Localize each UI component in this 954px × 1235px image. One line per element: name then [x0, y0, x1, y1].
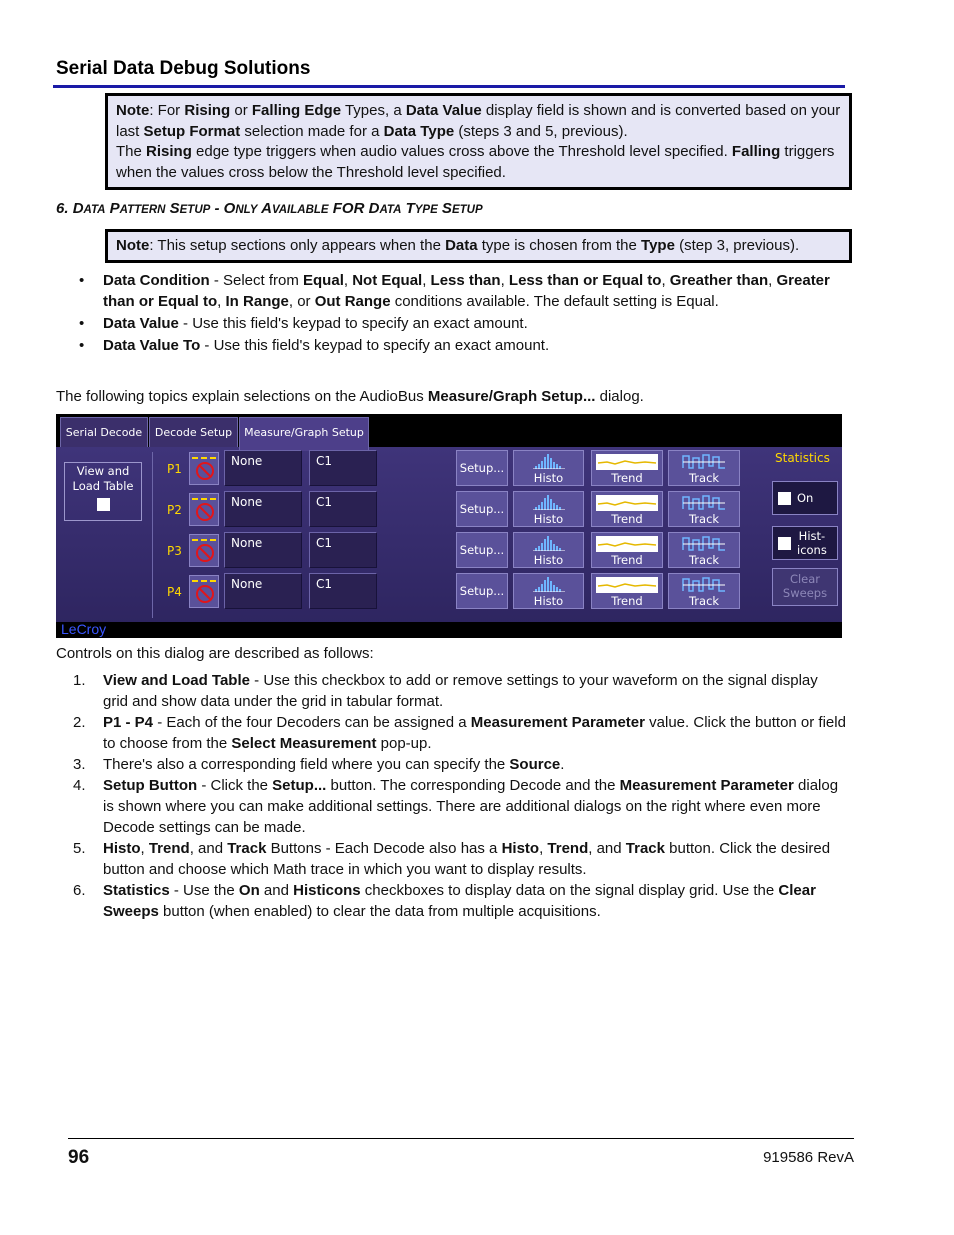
note2-text: Note: This setup sections only appears when the Data type is chosen from the Type (step 3, previous). [116, 237, 800, 254]
brand-bar [56, 622, 842, 638]
track-icon [681, 576, 727, 594]
on-label: On [797, 491, 814, 505]
histo-label: Histo [533, 594, 564, 608]
document-id: 919586 RevA [763, 1149, 854, 1166]
no-param-icon [196, 462, 214, 480]
trend-button[interactable] [591, 450, 663, 486]
measure-graph-setup-dialog [56, 414, 842, 638]
data-condition-list [76, 270, 836, 357]
histo-button[interactable] [513, 491, 584, 527]
panel-divider [152, 452, 153, 618]
measurement-param-field[interactable]: None [224, 450, 302, 486]
histo-label: Histo [533, 471, 564, 485]
trend-label: Trend [611, 594, 643, 608]
setup-button[interactable]: Setup... [456, 450, 508, 486]
histogram-icon [531, 576, 567, 592]
track-label: Track [688, 512, 720, 526]
trend-label: Trend [611, 471, 643, 485]
control-item: 3. There's also a corresponding field where you can specify the Source. [73, 756, 565, 773]
checkbox-icon [778, 537, 791, 550]
statistics-label: Statistics [775, 451, 830, 465]
section-title: Serial Data Debug Solutions [56, 58, 311, 79]
track-icon [681, 453, 727, 471]
histo-button[interactable] [513, 450, 584, 486]
footer-rule [68, 1138, 854, 1139]
row-label-p2: P2 [167, 503, 182, 517]
source-field[interactable]: C1 [309, 573, 377, 609]
no-param-icon [196, 544, 214, 562]
note-box-data-type [105, 229, 852, 263]
controls-list [56, 670, 846, 922]
setup-button[interactable]: Setup... [456, 532, 508, 568]
note1-line2: The Rising edge type triggers when audio values cross above the Threshold level specified. Falling triggers when the values cross below the Threshold level specified. [116, 143, 835, 181]
controls-intro: Controls on this dialog are described as follows: [56, 645, 374, 662]
clear-sweeps-button[interactable]: Clear Sweeps [772, 568, 838, 606]
trend-button[interactable] [591, 532, 663, 568]
histicons-label: Hist- icons [797, 529, 827, 557]
row-label-p4: P4 [167, 585, 182, 599]
measurement-param-field[interactable]: None [224, 573, 302, 609]
track-button[interactable] [668, 532, 740, 568]
source-field[interactable]: C1 [309, 532, 377, 568]
histogram-icon [531, 453, 567, 469]
control-item: 2. P1 - P4 - Each of the four Decoders can be assigned a Measurement Parameter value. Click the button or field to choose from the Select Measurement pop-up. [73, 714, 846, 752]
track-label: Track [688, 553, 720, 567]
param-select-button[interactable] [189, 452, 219, 485]
statistics-on-checkbox[interactable] [772, 481, 838, 515]
trend-icon [595, 494, 659, 512]
param-select-button[interactable] [189, 534, 219, 567]
trend-label: Trend [611, 512, 643, 526]
track-button[interactable] [668, 573, 740, 609]
lecroy-logo: LeCroy [61, 621, 107, 637]
control-item: 5. Histo, Trend, and Track Buttons - Each Decode also has a Histo, Trend, and Track button. Click the desired button and choose which Math trace in which you want to display results. [73, 840, 831, 878]
param-select-button[interactable] [189, 493, 219, 526]
dialog-intro: The following topics explain selections on the AudioBus Measure/Graph Setup... dialog. [56, 388, 644, 405]
track-button[interactable] [668, 491, 740, 527]
track-label: Track [688, 594, 720, 608]
bullet-data-value-to: • Data Value To - Use this field's keypad to specify an exact amount. [76, 335, 836, 356]
histicons-checkbox[interactable] [772, 526, 838, 560]
page-number: 96 [68, 1147, 90, 1168]
checkbox-icon [97, 498, 110, 511]
histo-button[interactable] [513, 573, 584, 609]
tab-serial-decode[interactable]: Serial Decode [60, 417, 148, 447]
note-box-rising-falling [105, 93, 852, 190]
row-label-p3: P3 [167, 544, 182, 558]
control-item: 4. Setup Button - Click the Setup... button. The corresponding Decode and the Measurement Parameter dialog is shown where you can make additional settings. There are additional dialogs on the right where even more Decode settings can be made. [73, 777, 839, 836]
control-item: 6. Statistics - Use the On and Histicons checkboxes to display data on the signal display grid. Use the Clear Sweeps button (when enabled) to clear the data from multiple acquisitions. [73, 882, 816, 920]
source-field[interactable]: C1 [309, 450, 377, 486]
track-button[interactable] [668, 450, 740, 486]
bullet-data-condition: • Data Condition - Select from Equal, Not Equal, Less than, Less than or Equal to, Greather than, Greater than or Equal to, In Range, or Out Range conditions available. The default setting is Equal. [76, 270, 836, 312]
trend-label: Trend [611, 553, 643, 567]
view-load-table-checkbox[interactable] [64, 462, 142, 521]
trend-button[interactable] [591, 573, 663, 609]
row-label-p1: P1 [167, 462, 182, 476]
step-6-heading: 6. DATA PATTERN SETUP - ONLY AVAILABLE FOR DATA TYPE SETUP [56, 200, 483, 217]
setup-button[interactable]: Setup... [456, 573, 508, 609]
trend-icon [595, 535, 659, 553]
no-param-icon [196, 585, 214, 603]
no-param-icon [196, 503, 214, 521]
histo-button[interactable] [513, 532, 584, 568]
histo-label: Histo [533, 512, 564, 526]
view-load-table-label: View and Load Table [72, 464, 134, 493]
histogram-icon [531, 494, 567, 510]
control-item: 1. View and Load Table - Use this checkbox to add or remove settings to your waveform on the signal display grid and show data under the grid in tabular format. [73, 672, 818, 710]
tab-measure-graph-setup[interactable]: Measure/Graph Setup [239, 417, 369, 451]
bullet-data-value: • Data Value - Use this field's keypad to specify an exact amount. [76, 313, 836, 334]
note1-line1: Note: For Rising or Falling Edge Types, a Data Value display field is shown and is converted based on your last Setup Format selection made for a Data Type (steps 3 and 5, previous). [116, 102, 841, 140]
track-label: Track [688, 471, 720, 485]
track-icon [681, 535, 727, 553]
tab-decode-setup[interactable]: Decode Setup [149, 417, 238, 447]
title-rule [53, 85, 845, 88]
trend-icon [595, 576, 659, 594]
track-icon [681, 494, 727, 512]
param-select-button[interactable] [189, 575, 219, 608]
measurement-param-field[interactable]: None [224, 532, 302, 568]
source-field[interactable]: C1 [309, 491, 377, 527]
checkbox-icon [778, 492, 791, 505]
trend-button[interactable] [591, 491, 663, 527]
setup-button[interactable]: Setup... [456, 491, 508, 527]
histogram-icon [531, 535, 567, 551]
histo-label: Histo [533, 553, 564, 567]
measurement-param-field[interactable]: None [224, 491, 302, 527]
trend-icon [595, 453, 659, 471]
